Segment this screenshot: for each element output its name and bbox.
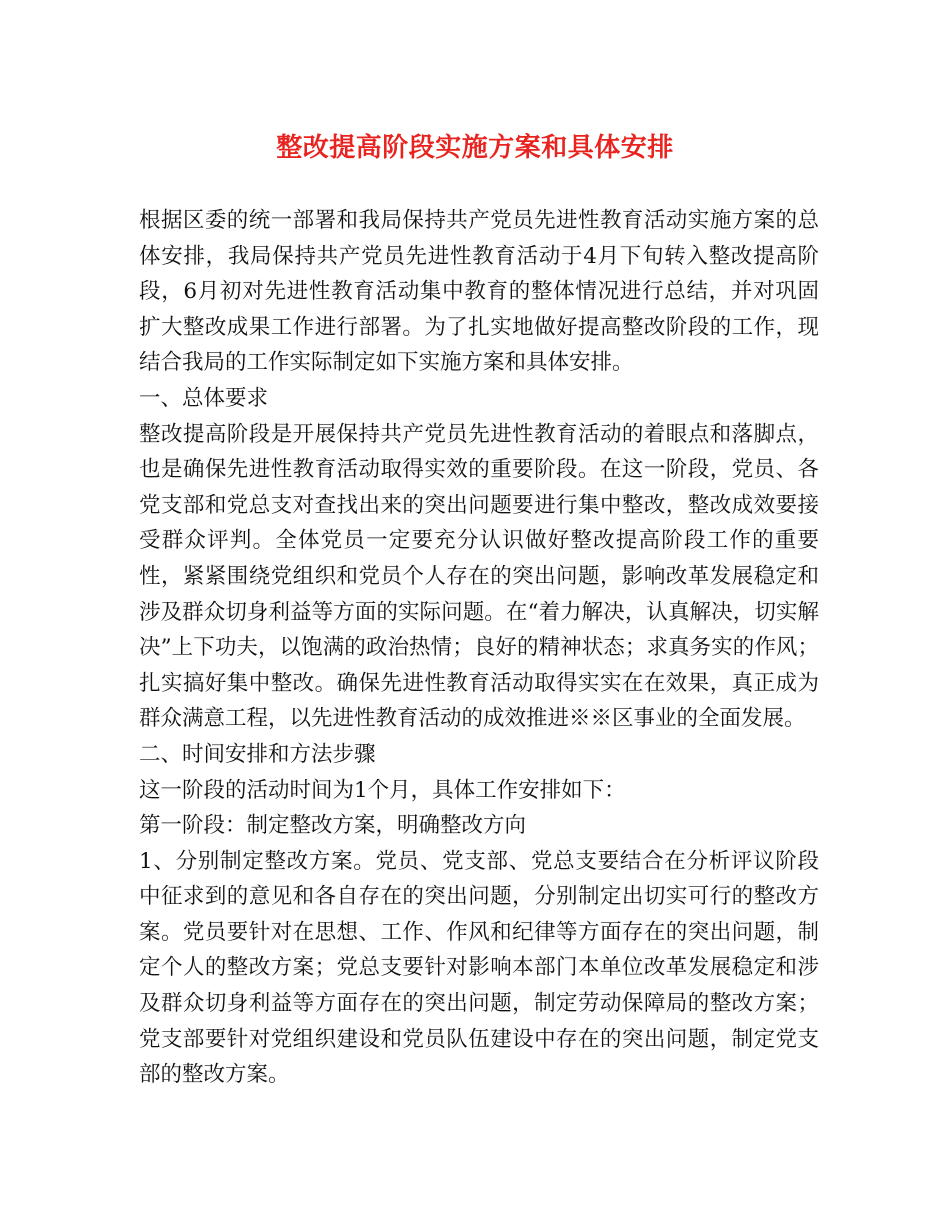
schedule-intro-paragraph: 这一阶段的活动时间为1个月，具体工作安排如下： [139, 777, 626, 803]
document-body [139, 203, 819, 1093]
phase-one-item-1: 1、分别制定整改方案。党员、党支部、党总支要结合在分析评议阶段中征求到的意见和各自存在的突出问题，分别制定出切实可行的整改方案。党员要针对在思想、工作、作风和纪律等方面存在的突出问题，制定个人的整改方案；党总支要针对影响本部门本单位改革发展稳定和涉及群众切身利益等方面存在的突出问题，制定劳动保障局的整改方案；党支部要针对党组织建设和党员队伍建设中存在的突出问题，制定党支部的整改方案。 [139, 848, 819, 1088]
section-heading-general-requirements: 一、总体要求 [139, 385, 269, 411]
phase-one-heading: 第一阶段：制定整改方案，明确整改方向 [139, 813, 527, 839]
intro-paragraph: 根据区委的统一部署和我局保持共产党员先进性教育活动实施方案的总体安排，我局保持共产党员先进性教育活动于4月下旬转入整改提高阶段，6月初对先进性教育活动集中教育的整体情况进行总结，并对巩固扩大整改成果工作进行部署。为了扎实地做好提高整改阶段的工作，现结合我局的工作实际制定如下实施方案和具体安排。 [139, 208, 819, 376]
general-requirements-paragraph: 整改提高阶段是开展保持共产党员先进性教育活动的着眼点和落脚点，也是确保先进性教育活动取得实效的重要阶段。在这一阶段，党员、各党支部和党总支对查找出来的突出问题要进行集中整改，整改成效要接受群众评判。全体党员一定要充分认识做好整改提高阶段工作的重要性，紧紧围绕党组织和党员个人存在的突出问题，影响改革发展稳定和涉及群众切身利益等方面的实际问题。在“着力解决，认真解决，切实解决”上下功夫，以饱满的政治热情；良好的精神状态；求真务实的作风；扎实搞好集中整改。确保先进性教育活动取得实实在在效果，真正成为群众满意工程，以先进性教育活动的成效推进※※区事业的全面发展。 [139, 421, 819, 732]
document-title: 整改提高阶段实施方案和具体安排 [276, 133, 674, 163]
section-heading-schedule: 二、时间安排和方法步骤 [139, 741, 376, 767]
